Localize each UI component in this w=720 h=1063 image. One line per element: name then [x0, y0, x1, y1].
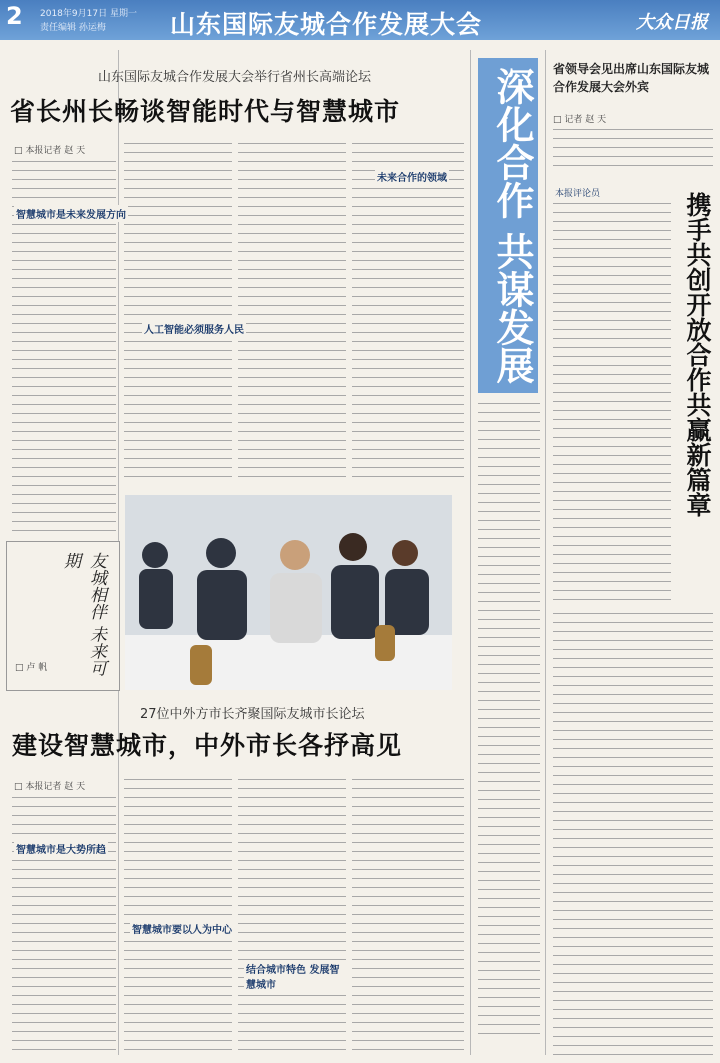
article-text-column — [124, 140, 232, 485]
issue-date: 2018年9月17日 星期一 — [40, 9, 137, 19]
column-rule — [545, 50, 546, 1055]
story2-subhead: 结合城市特色 发展智慧城市 — [244, 960, 348, 992]
story2-kicker: 27位中外方市长齐聚国际友城市长论坛 — [140, 707, 365, 722]
story3-headline: 省领导会见出席山东国际友城合作发展大会外宾 — [553, 62, 710, 94]
newspaper-logo: 大众日报 — [636, 12, 708, 33]
story4-label: 本报评论员 — [555, 189, 601, 199]
story2-subhead: 智慧城市要以人为中心 — [130, 920, 234, 937]
article-text-column — [238, 776, 346, 1056]
column-rule — [470, 50, 471, 1055]
story4-headline: 携手共创开放合作共赢新篇章 — [683, 192, 712, 517]
story1-kicker: 山东国际友城合作发展大会举行省州长高端论坛 — [98, 70, 372, 85]
article-text-column — [238, 140, 346, 485]
feature-side-title: 深化合作 共谋发展 — [478, 58, 538, 393]
story1-byline: □ 本报记者 赵 天 — [14, 146, 86, 156]
article-text-column — [553, 126, 713, 174]
section-title: 山东国际友城合作发展大会 — [170, 10, 483, 39]
forum-photo — [125, 495, 452, 690]
article-text-column — [12, 794, 116, 1056]
page-header — [0, 0, 720, 40]
story1-subhead: 智慧城市是未来发展方向 — [14, 205, 128, 222]
story1-subhead: 人工智能必须服务人民 — [142, 320, 246, 337]
editor-credit: 责任编辑 孙运梅 — [40, 23, 106, 33]
article-text-column — [124, 776, 232, 1056]
calligraphy-text: 友城相伴 未来可期 — [60, 552, 106, 677]
article-text-column — [352, 140, 464, 485]
forum-photo-image — [125, 495, 452, 690]
story1-headline: 省长州长畅谈智能时代与智慧城市 — [10, 97, 401, 126]
calligraphy-byline: □ 卢 帆 — [15, 663, 48, 673]
article-text-column — [478, 400, 540, 1040]
page-number: 2 — [6, 2, 23, 30]
story2-headline: 建设智慧城市，中外市长各抒高见 — [12, 731, 403, 760]
story1-subhead: 未来合作的领域 — [375, 168, 449, 185]
story2-byline: □ 本报记者 赵 天 — [14, 782, 86, 792]
article-text-column — [553, 200, 671, 600]
calligraphy-box — [6, 541, 120, 691]
article-text-column — [352, 776, 464, 1056]
story2-subhead: 智慧城市是大势所趋 — [14, 840, 108, 857]
story3-byline: □ 记者 赵 天 — [553, 115, 607, 125]
article-text-column — [553, 610, 713, 1056]
